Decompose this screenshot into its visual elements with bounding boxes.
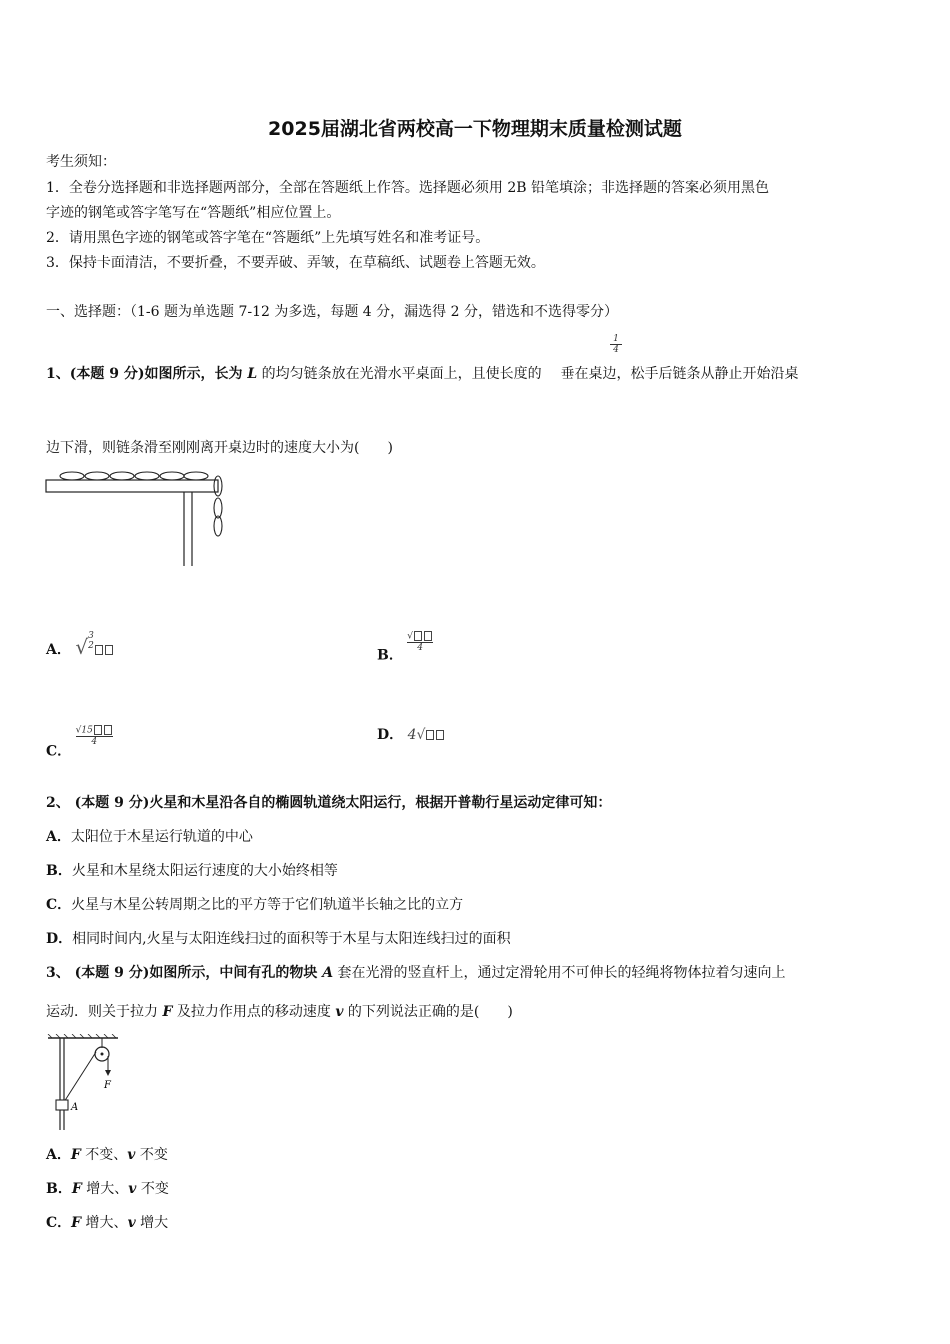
q2-option-a[interactable] bbox=[46, 827, 253, 847]
var-F: F bbox=[70, 1147, 81, 1163]
q2-option-d[interactable] bbox=[46, 929, 511, 949]
option-text: 不变、 bbox=[80, 1147, 128, 1163]
question-3-stem bbox=[46, 963, 786, 983]
var-v: v bbox=[127, 1215, 136, 1231]
frac-den: 4 bbox=[610, 344, 622, 355]
option-label: C． bbox=[46, 1215, 72, 1231]
q1-option-b[interactable]: B． $\frac{√}{4}$ bbox=[377, 631, 433, 666]
var-A: A bbox=[322, 965, 334, 981]
option-label: B． bbox=[377, 647, 403, 664]
q3-line1b: 套在光滑的竖直杆上，通过定滑轮用不可伸长的轻绳将物体拉着匀速向上 bbox=[333, 965, 786, 981]
option-label: A． bbox=[46, 642, 71, 658]
question-1-stem bbox=[46, 364, 799, 384]
var-F: F bbox=[71, 1181, 82, 1197]
q3-option-b[interactable] bbox=[46, 1179, 169, 1199]
question-1-line2: 边下滑，则链条滑至刚刚离开桌边时的速度大小为( ) bbox=[46, 440, 393, 456]
section-heading: 一、选择题：（1-6 题为单选题 7-12 为多选，每题 4 分，漏选得 2 分，错选和不选得零分） bbox=[46, 304, 618, 320]
option-label: B． bbox=[46, 863, 72, 879]
notice-item: 字迹的钢笔或答字笔写在“答题纸”相应位置上。 bbox=[46, 205, 341, 221]
fraction-one-quarter bbox=[610, 334, 622, 355]
question-2-stem: 2、 (本题 9 分)火星和木星沿各自的椭圆轨道绕太阳运行，根据开普勒行星运动定律可知： bbox=[46, 795, 612, 811]
pulley-figure bbox=[46, 1034, 126, 1130]
var-L: L bbox=[247, 366, 258, 382]
expr-den: 4 bbox=[76, 736, 113, 747]
var-F: F bbox=[162, 1004, 173, 1020]
option-text: 不变 bbox=[136, 1181, 169, 1197]
option-label: A． bbox=[46, 1147, 71, 1163]
chain-table-figure bbox=[44, 466, 234, 568]
option-text: 增大 bbox=[135, 1215, 169, 1231]
option-text: 相同时间内,火星与太阳连线扫过的面积等于木星与太阳连线扫过的面积 bbox=[72, 931, 511, 947]
q3-option-c[interactable] bbox=[46, 1213, 168, 1233]
option-label: D． bbox=[377, 727, 404, 743]
q3-option-a[interactable] bbox=[46, 1145, 168, 1165]
option-text: 不变 bbox=[135, 1147, 168, 1163]
q2-option-b[interactable] bbox=[46, 861, 338, 881]
var-v: v bbox=[127, 1147, 136, 1163]
expr-coef: 4 bbox=[407, 727, 417, 743]
option-label: A． bbox=[46, 829, 71, 845]
q1-option-c[interactable] bbox=[46, 725, 113, 762]
option-text: 增大、 bbox=[81, 1181, 129, 1197]
option-label: D． bbox=[46, 931, 73, 947]
question-3-line2 bbox=[46, 1002, 513, 1022]
q2-option-c[interactable] bbox=[46, 895, 463, 915]
expr-num: √15 bbox=[75, 725, 93, 736]
option-text: 火星与木星公转周期之比的平方等于它们轨道半长轴之比的立方 bbox=[71, 897, 464, 913]
option-text: 增大、 bbox=[81, 1215, 128, 1231]
q1-option-a[interactable]: A． √ 3 2 bbox=[46, 631, 114, 660]
q3-line2c: 的下列说法正确的是( ) bbox=[343, 1004, 513, 1020]
var-v: v bbox=[335, 1004, 344, 1020]
q1-suffix: 垂在桌边，松手后链条从静止开始沿桌 bbox=[556, 366, 799, 382]
q1-prefix: 1、(本题 9 分)如图所示，长为 bbox=[46, 366, 248, 382]
page-title: 2025届湖北省两校高一下物理期末质量检测试题 bbox=[268, 118, 682, 140]
option-label: B． bbox=[46, 1181, 72, 1197]
option-label: C． bbox=[46, 897, 72, 913]
option-text: 火星和木星绕太阳运行速度的大小始终相等 bbox=[71, 863, 338, 879]
notice-heading: 考生须知： bbox=[46, 154, 116, 170]
q1-middle: 的均匀链条放在光滑水平桌面上，且使长度的 bbox=[257, 366, 547, 382]
fig-label-F: F bbox=[104, 1080, 111, 1091]
option-text: 太阳位于木星运行轨道的中心 bbox=[70, 829, 253, 845]
var-v: v bbox=[128, 1181, 137, 1197]
notice-item: 3．保持卡面清洁，不要折叠，不要弄破、弄皱，在草稿纸、试题卷上答题无效。 bbox=[46, 255, 545, 271]
expr-num: 3 bbox=[88, 631, 94, 641]
fig-label-A: A bbox=[71, 1102, 79, 1113]
expr-den: 4 bbox=[407, 642, 433, 653]
notice-item: 1．全卷分选择题和非选择题两部分，全部在答题纸上作答。选择题必须用 2B 铅笔填涂；非选择题的答案必须用黑色 bbox=[46, 180, 769, 196]
option-label: C． bbox=[46, 743, 72, 760]
q3-line2a: 运动．则关于拉力 bbox=[46, 1004, 163, 1020]
notice-item: 2．请用黑色字迹的钢笔或答字笔在“答题纸”上先填写姓名和准考证号。 bbox=[46, 230, 490, 246]
expr-den: 2 bbox=[88, 641, 94, 651]
var-F: F bbox=[71, 1215, 82, 1231]
q3-line1a: 3、 (本题 9 分)如图所示，中间有孔的物块 bbox=[46, 965, 323, 981]
q1-option-d[interactable]: D． 4√ bbox=[377, 725, 445, 745]
frac-num: 1 bbox=[613, 334, 619, 344]
q3-line2b: 及拉力作用点的移动速度 bbox=[172, 1004, 336, 1020]
